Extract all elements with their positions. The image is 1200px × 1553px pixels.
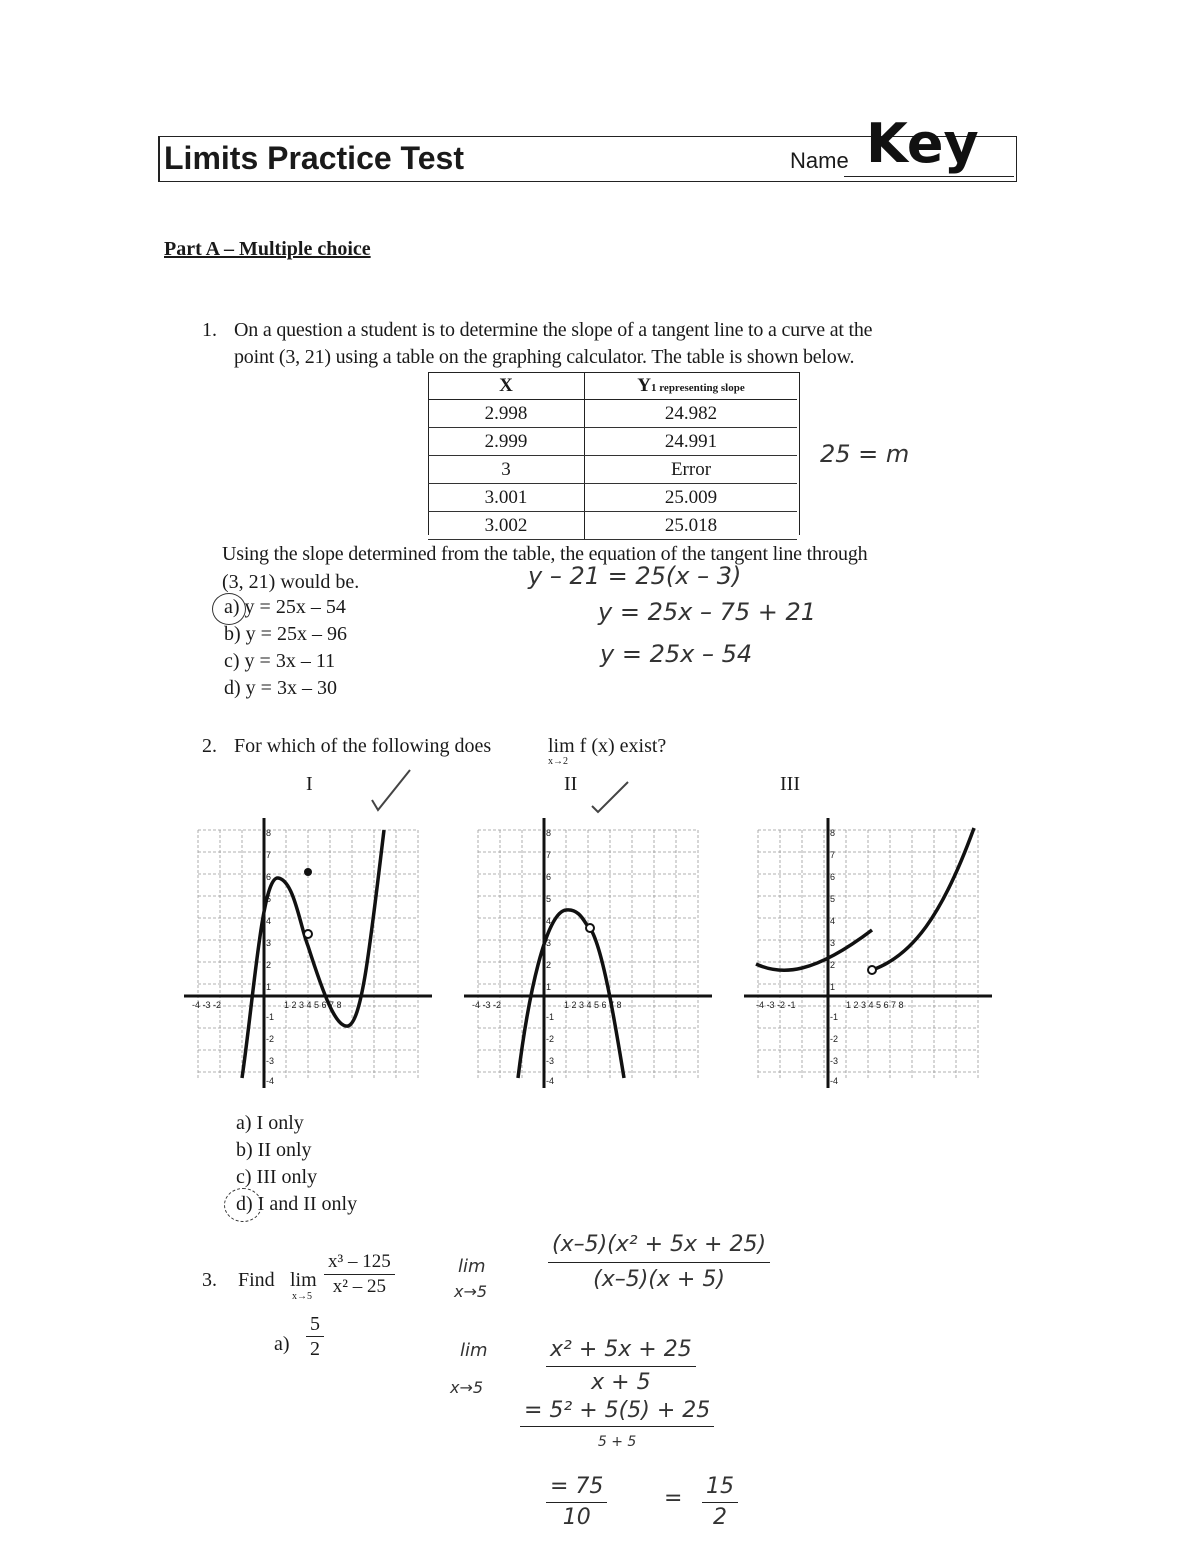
svg-text:3: 3: [546, 938, 552, 948]
table-cell-x: 2.998: [428, 400, 585, 428]
q3-numerator: x³ – 125: [324, 1250, 395, 1275]
q1-choice-c: c) y = 3x – 11: [224, 650, 336, 672]
q2-choice-b: b) II only: [236, 1139, 312, 1161]
q3-work-den4: 10: [562, 1505, 591, 1530]
table-cell-x: 2.999: [428, 428, 585, 456]
table-cell-y: 25.018: [585, 512, 798, 540]
q2-choice-d: d) I and II only: [236, 1193, 358, 1215]
table-cell-y: Error: [585, 456, 798, 484]
svg-text:5: 5: [830, 894, 836, 904]
svg-text:8: 8: [546, 828, 552, 838]
table-cell-y: 24.982: [585, 400, 798, 428]
graph-label-2: II: [564, 773, 578, 795]
q1-choice-a: a) y = 25x – 54: [224, 596, 346, 618]
q1-prompt-line1: On a question a student is to determine the slope of a tangent line to a curve at the: [234, 319, 873, 341]
svg-text:6: 6: [266, 872, 272, 882]
q3-work-fraction5: [702, 1472, 738, 1533]
q3-work-den5: 2: [713, 1505, 727, 1530]
q3-work-fraction4: [546, 1472, 607, 1533]
svg-text:1: 1: [266, 982, 272, 992]
q3-number: 3.: [202, 1269, 217, 1291]
svg-text:8: 8: [266, 828, 272, 838]
svg-text:-2: -2: [546, 1034, 555, 1044]
svg-text:1: 1: [546, 982, 552, 992]
q2-choice-c: c) III only: [236, 1166, 318, 1188]
q3-work-num4: = 75: [546, 1472, 607, 1503]
svg-text:2: 2: [546, 960, 552, 970]
q2-limit-sub: x→2: [548, 756, 568, 767]
graph-1: [182, 816, 434, 1092]
graph-3-hole: [868, 966, 876, 974]
svg-text:4: 4: [830, 916, 836, 926]
q3-work-fraction1: [548, 1228, 770, 1297]
table-header-y-label: Y: [637, 374, 651, 396]
q3-choice-a-fraction: [306, 1312, 324, 1361]
q3-work-num5: 15: [702, 1472, 738, 1503]
graph-2-curve: [518, 910, 624, 1078]
q3-choice-a-num: 5: [306, 1312, 324, 1337]
svg-text:-4 -3 -2 -1: -4 -3 -2 -1: [756, 1000, 796, 1010]
q3-work-sub2: x→5: [450, 1378, 484, 1397]
svg-text:1: 1: [830, 982, 836, 992]
q3-work-fraction2: [546, 1334, 696, 1399]
q1-choice-b: b) y = 25x – 96: [224, 623, 347, 645]
q1-followup-line2: (3, 21) would be.: [222, 571, 360, 593]
graph-1-grid: [198, 830, 418, 1080]
q3-work-num1: (x–5)(x² + 5x + 25): [548, 1228, 770, 1263]
svg-text:5: 5: [546, 894, 552, 904]
q2-limit: lim f (x) exist?: [548, 735, 667, 757]
svg-text:8: 8: [830, 828, 836, 838]
name-handwritten: Key: [866, 112, 979, 175]
svg-text:6: 6: [546, 872, 552, 882]
svg-text:-1: -1: [830, 1012, 839, 1022]
svg-text:-3: -3: [266, 1056, 275, 1066]
q1-work-line1: y – 21 = 25(x – 3): [528, 562, 742, 590]
graph-2: [462, 816, 714, 1092]
graph-label-1: I: [306, 773, 313, 795]
svg-text:4: 4: [546, 916, 552, 926]
svg-text:1 2 3 4 5 6 7 8: 1 2 3 4 5 6 7 8: [846, 1000, 904, 1010]
q1-prompt-line2: point (3, 21) using a table on the graphing calculator. The table is shown below.: [234, 346, 855, 368]
q3-work-fraction3: [520, 1396, 714, 1457]
svg-text:-2: -2: [266, 1034, 275, 1044]
graph-3-left-branch: [756, 930, 872, 970]
name-label: Name: [790, 148, 849, 173]
q1-choice-d: d) y = 3x – 30: [224, 677, 337, 699]
svg-text:6: 6: [830, 872, 836, 882]
table-cell-x: 3.001: [428, 484, 585, 512]
q3-work-sub1: x→5: [454, 1282, 488, 1301]
svg-text:2: 2: [266, 960, 272, 970]
q3-choice-a-den: 2: [310, 1338, 320, 1360]
q3-prompt: Find: [238, 1269, 275, 1291]
svg-text:-3: -3: [830, 1056, 839, 1066]
graph-3-right-branch: [872, 828, 974, 970]
q3-fraction: [324, 1250, 395, 1299]
graph-1-ticks: [192, 828, 342, 1086]
q3-choice-a-label: a): [274, 1333, 290, 1355]
page-title: Limits Practice Test: [164, 140, 464, 176]
table-cell-y: 24.991: [585, 428, 798, 456]
svg-text:-4 -3 -2: -4 -3 -2: [472, 1000, 502, 1010]
svg-text:-4: -4: [546, 1076, 555, 1086]
svg-text:4: 4: [266, 916, 272, 926]
graph-2-grid: [478, 830, 698, 1080]
svg-text:-4: -4: [266, 1076, 275, 1086]
q3-work-den3: 5 + 5: [597, 1434, 637, 1450]
svg-text:5: 5: [266, 894, 272, 904]
q3-work-num3: = 5² + 5(5) + 25: [520, 1396, 714, 1427]
graph-label-3: III: [780, 773, 800, 795]
svg-text:-2: -2: [830, 1034, 839, 1044]
svg-text:2: 2: [830, 960, 836, 970]
q2-answer-circle: [224, 1188, 262, 1222]
svg-text:3: 3: [830, 938, 836, 948]
svg-text:3: 3: [266, 938, 272, 948]
svg-text:-1: -1: [546, 1012, 555, 1022]
q2-prompt: For which of the following does: [234, 735, 492, 757]
svg-text:1 2 3 4 5 6 7 8: 1 2 3 4 5 6 7 8: [284, 1000, 342, 1010]
graph-1-point: [304, 868, 312, 876]
q1-followup-line1: Using the slope determined from the table, the equation of the tangent line through: [222, 543, 868, 565]
q2-number: 2.: [202, 735, 217, 757]
svg-text:7: 7: [830, 850, 836, 860]
svg-text:7: 7: [266, 850, 272, 860]
graph-3-grid: [758, 830, 978, 1080]
q3-denominator: x² – 25: [332, 1276, 386, 1297]
check-mark-2: [592, 782, 628, 812]
q3-lim: lim: [290, 1269, 317, 1291]
svg-text:-3: -3: [546, 1056, 555, 1066]
table-cell-y: 25.009: [585, 484, 798, 512]
svg-text:7: 7: [546, 850, 552, 860]
part-a-heading: Part A – Multiple choice: [164, 238, 371, 260]
table-header-y-sub: 1 representing slope: [651, 381, 745, 394]
table-header-x: X: [428, 372, 585, 400]
q3-work-den1: (x–5)(x + 5): [593, 1267, 725, 1292]
margin-note: 25 = m: [820, 440, 910, 468]
graph-1-hole: [304, 930, 312, 938]
svg-text:-1: -1: [266, 1012, 275, 1022]
svg-text:1 2 3 4 5 6 7 8: 1 2 3 4 5 6 7 8: [564, 1000, 622, 1010]
graph-2-hole: [586, 924, 594, 932]
q1-number: 1.: [202, 319, 217, 341]
q3-work-eq4: =: [664, 1486, 683, 1511]
svg-text:-4 -3 -2: -4 -3 -2: [192, 1000, 222, 1010]
q2-choice-a: a) I only: [236, 1112, 304, 1134]
q1-work-line2: y = 25x – 75 + 21: [598, 598, 817, 626]
graph-3: [742, 816, 994, 1092]
q3-work-num2: x² + 5x + 25: [546, 1334, 696, 1367]
check-mark-1: [372, 770, 410, 810]
svg-text:-4: -4: [830, 1076, 839, 1086]
q3-lim-sub: x→5: [292, 1291, 312, 1302]
q3-work-lim1: lim: [458, 1256, 486, 1277]
q3-work-den2: x + 5: [591, 1370, 651, 1395]
table-cell-x: 3.002: [428, 512, 585, 540]
q3-work-lim2: lim: [460, 1340, 488, 1361]
q1-work-line3: y = 25x – 54: [600, 640, 753, 668]
table-cell-x: 3: [428, 456, 585, 484]
